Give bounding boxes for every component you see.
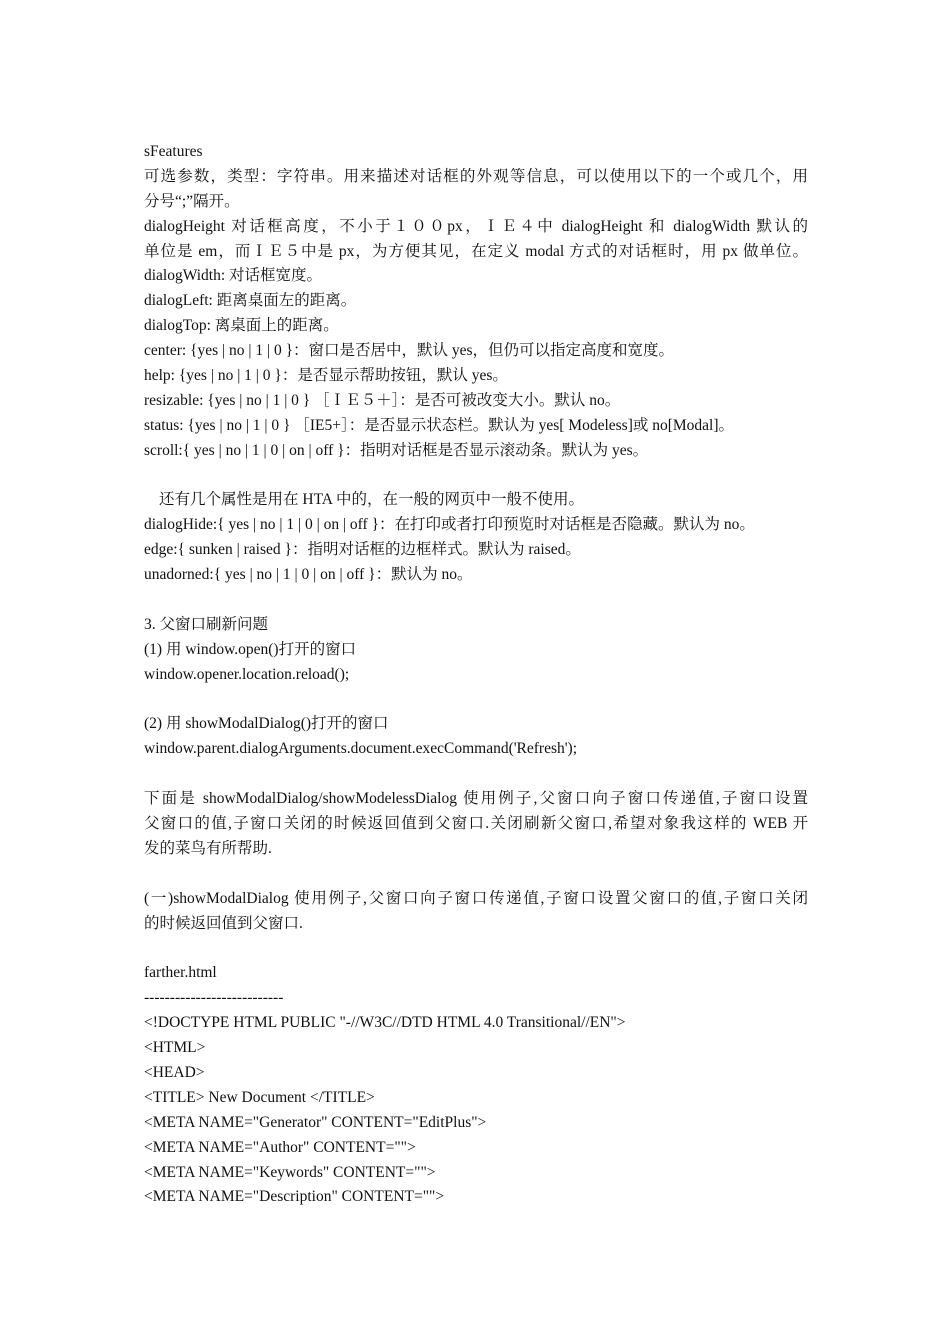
text-line: --------------------------- — [144, 989, 284, 1007]
text-line: dialogLeft: 距离桌面左的距离。 — [144, 292, 357, 310]
text-line: dialogWidth: 对话框宽度。 — [144, 267, 323, 285]
text-line: (1) 用 window.open()打开的窗口 — [144, 640, 357, 658]
text-line: help: {yes | no | 1 | 0 }：是否显示帮助按钮，默认 yes。 — [144, 367, 508, 385]
text-line: <HTML> — [144, 1039, 206, 1057]
text-line: farther.html — [144, 964, 217, 982]
blank-line — [144, 937, 808, 962]
text-line: <META NAME="Description" CONTENT=""> — [144, 1188, 445, 1206]
blank-line — [144, 688, 808, 713]
text-line: dialogHide:{ yes | no | 1 | 0 | on | off }：在打印或者打印预览时对话框是否隐藏。默认为 no。 — [144, 516, 755, 534]
text-line: edge:{ sunken | raised }：指明对话框的边框样式。默认为 raised。 — [144, 541, 581, 559]
text-line: (2) 用 showModalDialog()打开的窗口 — [144, 715, 389, 733]
document-page — [144, 140, 808, 1210]
text-line: 分号“;”隔开。 — [144, 192, 240, 210]
text-line: <TITLE> New Document </TITLE> — [144, 1088, 375, 1106]
text-line: center: {yes | no | 1 | 0 }：窗口是否居中，默认 yes，但仍可以指定高度和宽度。 — [144, 342, 675, 360]
text-line: window.parent.dialogArguments.document.execCommand('Refresh'); — [144, 740, 578, 758]
text-line: dialogHeight 对话框高度，不小于１００px，ＩＥ４中 dialogHeight 和 dialogWidth 默认的 — [144, 217, 808, 235]
text-line: unadorned:{ yes | no | 1 | 0 | on | off }：默认为 no。 — [144, 566, 473, 584]
text-line: scroll:{ yes | no | 1 | 0 | on | off }：指明对话框是否显示滚动条。默认为 yes。 — [144, 441, 649, 459]
text-line: sFeatures — [144, 143, 203, 160]
blank-line — [144, 762, 808, 787]
text-line: 的时候返回值到父窗口. — [144, 914, 303, 932]
text-line: 下面是 showModalDialog/showModelessDialog 使用例子,父窗口向子窗口传递值,子窗口设置 — [144, 790, 808, 808]
text-line: 可选参数，类型：字符串。用来描述对话框的外观等信息，可以使用以下的一个或几个，用 — [144, 167, 808, 185]
text-line: 3. 父窗口刷新问题 — [144, 615, 269, 633]
blank-line — [144, 464, 808, 489]
text-line: 还有几个属性是用在 HTA 中的，在一般的网页中一般不使用。 — [159, 491, 585, 509]
text-line: <HEAD> — [144, 1063, 205, 1081]
blank-line — [144, 862, 808, 887]
text-line: resizable: {yes | no | 1 | 0 } ［ＩＥ５＋］：是否可被改变大小。默认 no。 — [144, 391, 621, 409]
text-line: <!DOCTYPE HTML PUBLIC "-//W3C//DTD HTML 4.0 Transitional//EN"> — [144, 1014, 626, 1032]
text-line: window.opener.location.reload(); — [144, 665, 350, 683]
text-line: <META NAME="Author" CONTENT=""> — [144, 1138, 416, 1156]
text-line: dialogTop: 离桌面上的距离。 — [144, 317, 339, 335]
text-line: 发的菜鸟有所帮助. — [144, 839, 272, 857]
text-line: <META NAME="Keywords" CONTENT=""> — [144, 1163, 436, 1181]
blank-line — [144, 588, 808, 613]
text-line: <META NAME="Generator" CONTENT="EditPlus"> — [144, 1113, 487, 1131]
text-line: 单位是 em，而ＩＥ５中是 px，为方便其见，在定义 modal 方式的对话框时，用 px 做单位。 — [144, 242, 808, 260]
text-line: 父窗口的值,子窗口关闭的时候返回值到父窗口.关闭刷新父窗口,希望对象我这样的 WEB 开 — [144, 815, 808, 833]
text-line: (一)showModalDialog 使用例子,父窗口向子窗口传递值,子窗口设置父窗口的值,子窗口关闭 — [144, 889, 808, 907]
text-line: status: {yes | no | 1 | 0 } ［IE5+］：是否显示状态栏。默认为 yes[ Modeless]或 no[Modal]。 — [144, 416, 735, 434]
